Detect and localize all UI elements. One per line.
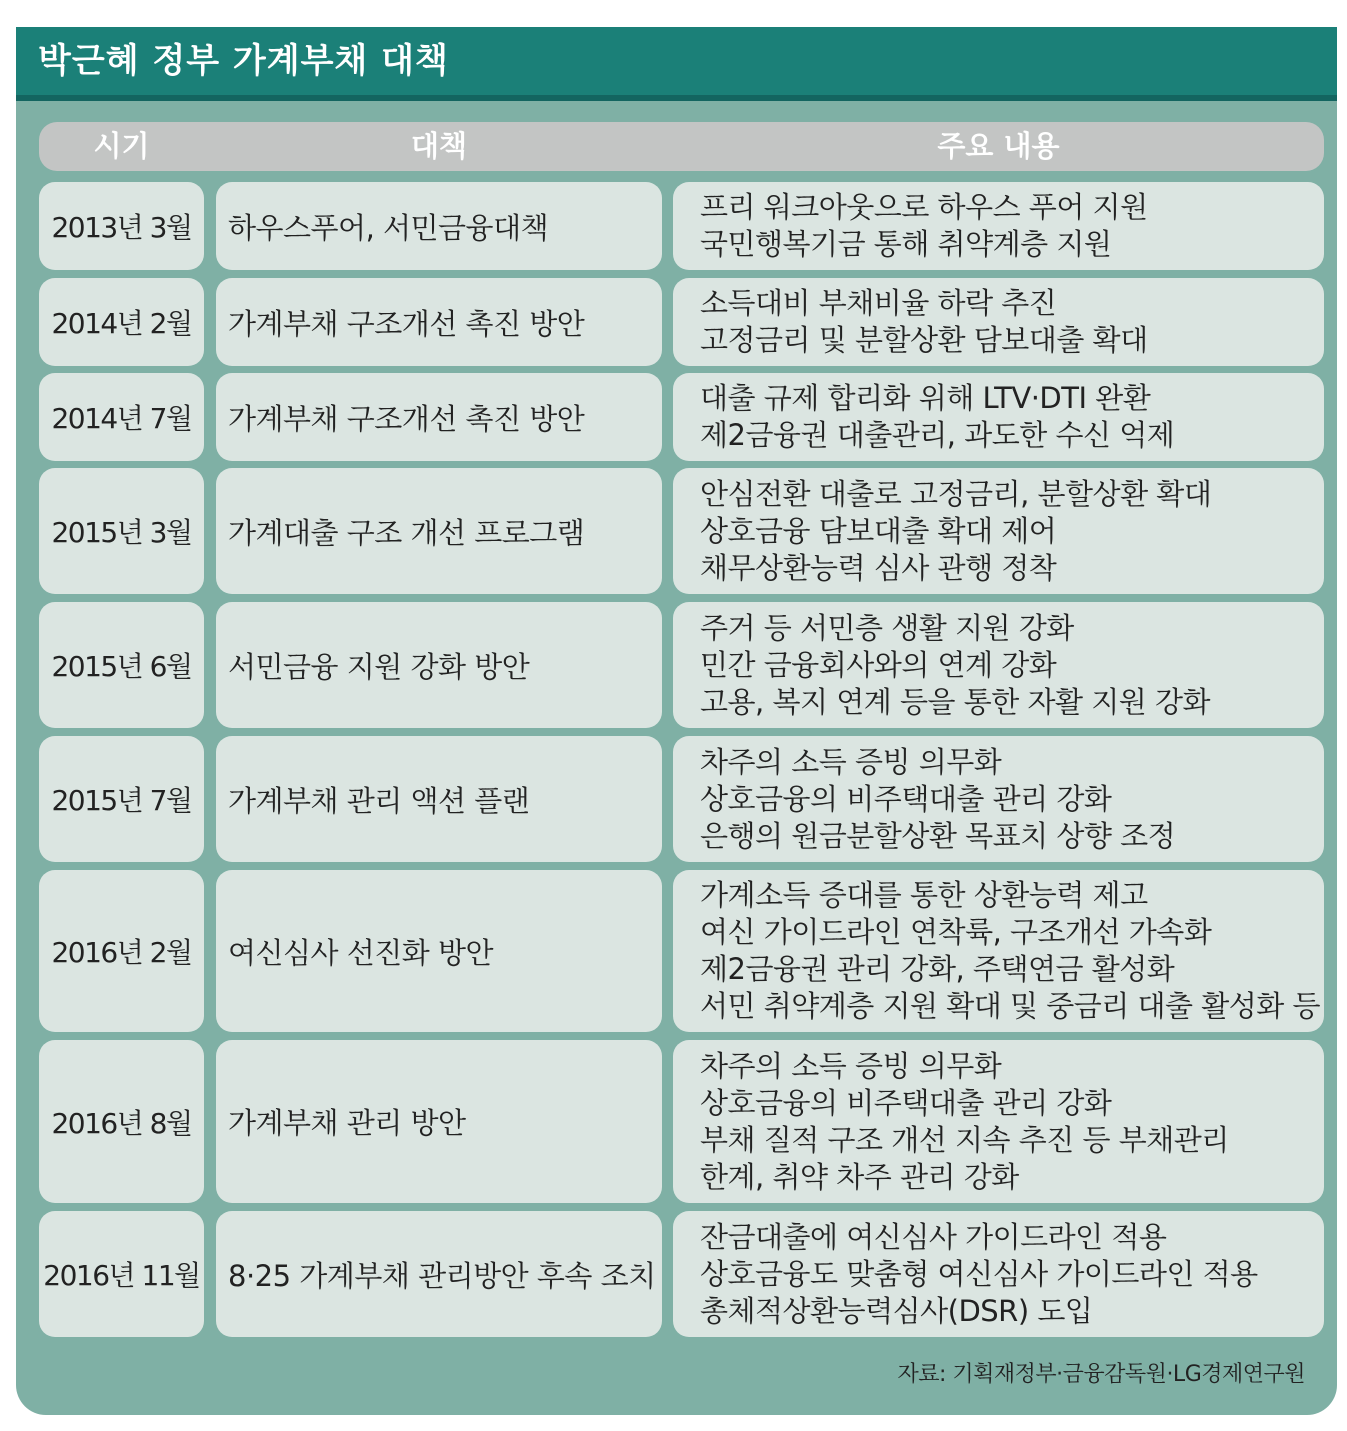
policy-cell: 8·25 가계부채 관리방안 후속 조치 (216, 1211, 662, 1337)
policy-cell: 가계부채 구조개선 촉진 방안 (216, 373, 662, 461)
page-title: 박근혜 정부 가계부채 대책 (38, 41, 449, 81)
content-line: 은행의 원금분할상환 목표치 상향 조정 (700, 818, 1176, 853)
content-line: 가계소득 증대를 통한 상환능력 제고 (700, 878, 1148, 912)
period-cell: 2015년 6월 (39, 602, 204, 728)
policy-cell: 하우스푸어, 서민금융대책 (216, 182, 662, 270)
infographic-frame (16, 27, 1337, 1415)
policy-cell: 가계부채 관리 방안 (216, 1040, 662, 1203)
content-line: 채무상환능력 심사 관행 정착 (700, 550, 1057, 585)
period-cell: 2016년 8월 (39, 1040, 204, 1203)
content-line: 프리 워크아웃으로 하우스 푸어 지원 (700, 190, 1148, 224)
content-line: 총체적상환능력심사(DSR) 도입 (700, 1293, 1093, 1328)
period-cell: 2013년 3월 (39, 182, 204, 270)
content-cell (673, 278, 1324, 366)
content-line: 차주의 소득 증빙 의무화 (700, 744, 1002, 779)
header-period: 시기 (93, 129, 150, 163)
period-cell: 2014년 2월 (39, 278, 204, 366)
content-line: 주거 등 서민층 생활 지원 강화 (700, 610, 1074, 645)
title-bar (16, 27, 1337, 101)
policy-cell: 가계부채 구조개선 촉진 방안 (216, 278, 662, 366)
period-cell: 2016년 11월 (39, 1211, 204, 1337)
content-cell (673, 1211, 1324, 1337)
content-cell (673, 736, 1324, 862)
content-line: 한계, 취약 차주 관리 강화 (700, 1159, 1019, 1194)
header-content: 주요 내용 (937, 129, 1060, 163)
content-line: 민간 금융회사와의 연계 강화 (700, 647, 1057, 682)
policy-cell: 가계대출 구조 개선 프로그램 (216, 468, 662, 594)
period-cell: 2015년 3월 (39, 468, 204, 594)
policy-cell: 여신심사 선진화 방안 (216, 870, 662, 1032)
table-header (39, 122, 1324, 171)
content-cell (673, 1040, 1324, 1203)
content-line: 여신 가이드라인 연착륙, 구조개선 가속화 (700, 915, 1212, 949)
content-line: 상호금융도 맞춤형 여신심사 가이드라인 적용 (700, 1256, 1258, 1291)
content-cell (673, 182, 1324, 270)
content-cell (673, 373, 1324, 461)
content-line: 제2금융권 대출관리, 과도한 수신 억제 (700, 418, 1175, 452)
content-cell (673, 602, 1324, 728)
source-note: 자료: 기획재정부·금융감독원·LG경제연구원 (897, 1362, 1305, 1387)
content-line: 상호금융 담보대출 확대 제어 (700, 513, 1057, 548)
policy-cell: 서민금융 지원 강화 방안 (216, 602, 662, 728)
content-line: 국민행복기금 통해 취약계층 지원 (700, 227, 1112, 261)
content-line: 서민 취약계층 지원 확대 및 중금리 대출 활성화 등 (700, 989, 1321, 1023)
content-line: 고용, 복지 연계 등을 통한 자활 지원 강화 (700, 684, 1210, 719)
content-line: 안심전환 대출로 고정금리, 분할상환 확대 (700, 476, 1212, 511)
content-line: 상호금융의 비주택대출 관리 강화 (700, 1085, 1112, 1120)
period-cell: 2015년 7월 (39, 736, 204, 862)
content-line: 고정금리 및 분할상환 담보대출 확대 (700, 323, 1148, 357)
period-cell: 2014년 7월 (39, 373, 204, 461)
policy-cell: 가계부채 관리 액션 플랜 (216, 736, 662, 862)
content-line: 차주의 소득 증빙 의무화 (700, 1048, 1002, 1083)
content-line: 소득대비 부채비율 하락 추진 (700, 286, 1057, 320)
content-line: 상호금융의 비주택대출 관리 강화 (700, 781, 1112, 816)
content-line: 제2금융권 관리 강화, 주택연금 활성화 (700, 952, 1175, 986)
content-cell (673, 468, 1324, 594)
period-cell: 2016년 2월 (39, 870, 204, 1032)
content-line: 부채 질적 구조 개선 지속 추진 등 부채관리 (700, 1122, 1229, 1157)
content-line: 잔금대출에 여신심사 가이드라인 적용 (700, 1219, 1167, 1254)
content-line: 대출 규제 합리화 위해 LTV·DTI 완환 (700, 381, 1151, 415)
content-cell (673, 870, 1324, 1032)
header-policy: 대책 (410, 129, 468, 163)
